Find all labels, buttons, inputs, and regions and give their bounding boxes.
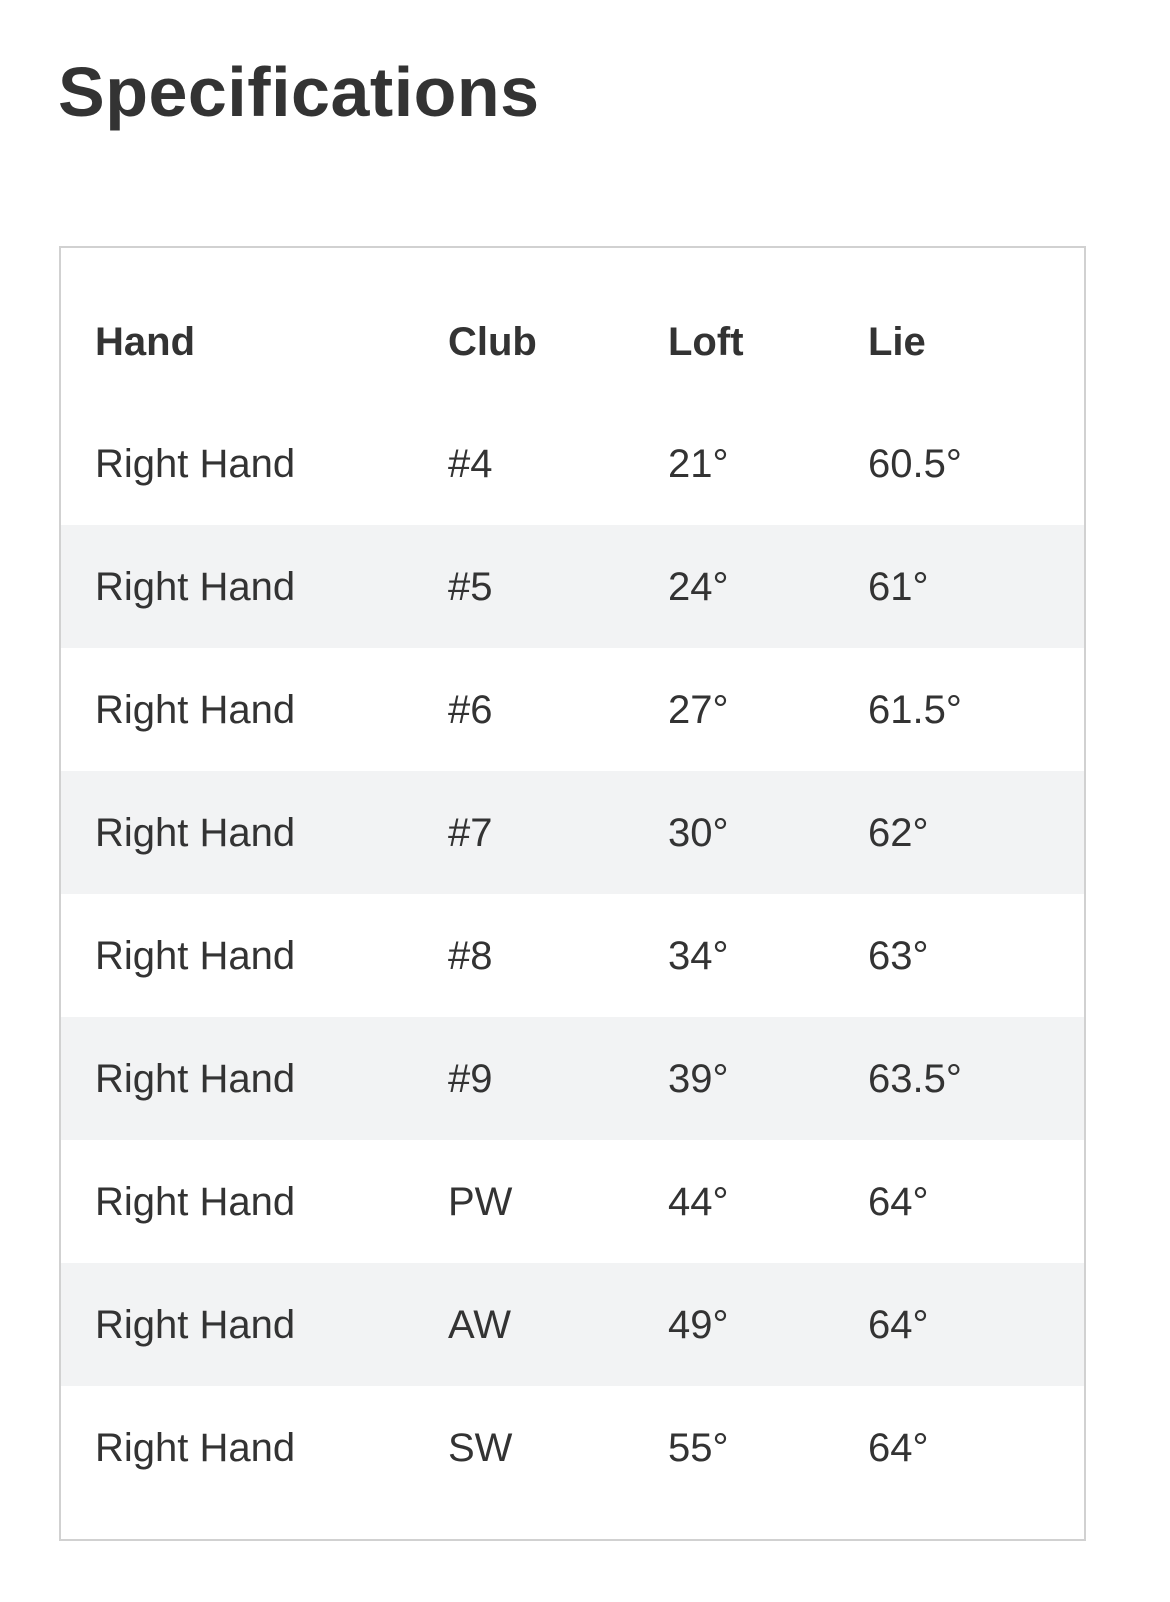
cell-loft: 27° <box>668 688 729 732</box>
specifications-table <box>61 248 1084 1509</box>
specifications-table-container <box>59 246 1086 1541</box>
cell-lie: 63.5° <box>868 1057 962 1101</box>
table-header-row <box>61 248 1084 402</box>
cell-club: #7 <box>448 811 493 855</box>
cell-club: #8 <box>448 934 493 978</box>
cell-loft: 55° <box>668 1426 729 1470</box>
cell-club: AW <box>448 1303 511 1347</box>
table-row <box>61 1386 1084 1509</box>
table-row <box>61 402 1084 525</box>
cell-hand: Right Hand <box>95 1303 296 1347</box>
column-header-club: Club <box>448 319 537 364</box>
table-body <box>61 402 1084 1509</box>
table-row <box>61 894 1084 1017</box>
table-row <box>61 648 1084 771</box>
table-row <box>61 1263 1084 1386</box>
cell-hand: Right Hand <box>95 1426 296 1470</box>
cell-loft: 24° <box>668 565 729 609</box>
cell-hand: Right Hand <box>95 934 296 978</box>
table-header <box>61 248 1084 402</box>
cell-club: #6 <box>448 688 493 732</box>
cell-lie: 64° <box>868 1303 929 1347</box>
cell-hand: Right Hand <box>95 1180 296 1224</box>
cell-hand: Right Hand <box>95 688 296 732</box>
page-title: Specifications <box>58 53 540 131</box>
column-header-loft: Loft <box>668 319 744 364</box>
cell-loft: 30° <box>668 811 729 855</box>
cell-club: #4 <box>448 442 493 486</box>
cell-loft: 49° <box>668 1303 729 1347</box>
cell-lie: 60.5° <box>868 442 962 486</box>
table-row <box>61 1017 1084 1140</box>
table-row <box>61 771 1084 894</box>
cell-lie: 62° <box>868 811 929 855</box>
cell-club: PW <box>448 1180 513 1224</box>
column-header-lie: Lie <box>868 319 926 364</box>
cell-loft: 44° <box>668 1180 729 1224</box>
cell-loft: 21° <box>668 442 729 486</box>
cell-club: SW <box>448 1426 513 1470</box>
cell-hand: Right Hand <box>95 1057 296 1101</box>
table-row <box>61 1140 1084 1263</box>
cell-loft: 39° <box>668 1057 729 1101</box>
cell-loft: 34° <box>668 934 729 978</box>
cell-lie: 61.5° <box>868 688 962 732</box>
table-row <box>61 525 1084 648</box>
column-header-hand: Hand <box>95 319 195 364</box>
cell-lie: 63° <box>868 934 929 978</box>
cell-hand: Right Hand <box>95 565 296 609</box>
cell-lie: 64° <box>868 1180 929 1224</box>
cell-lie: 61° <box>868 565 929 609</box>
cell-hand: Right Hand <box>95 442 296 486</box>
cell-club: #5 <box>448 565 493 609</box>
cell-club: #9 <box>448 1057 493 1101</box>
cell-hand: Right Hand <box>95 811 296 855</box>
cell-lie: 64° <box>868 1426 929 1470</box>
